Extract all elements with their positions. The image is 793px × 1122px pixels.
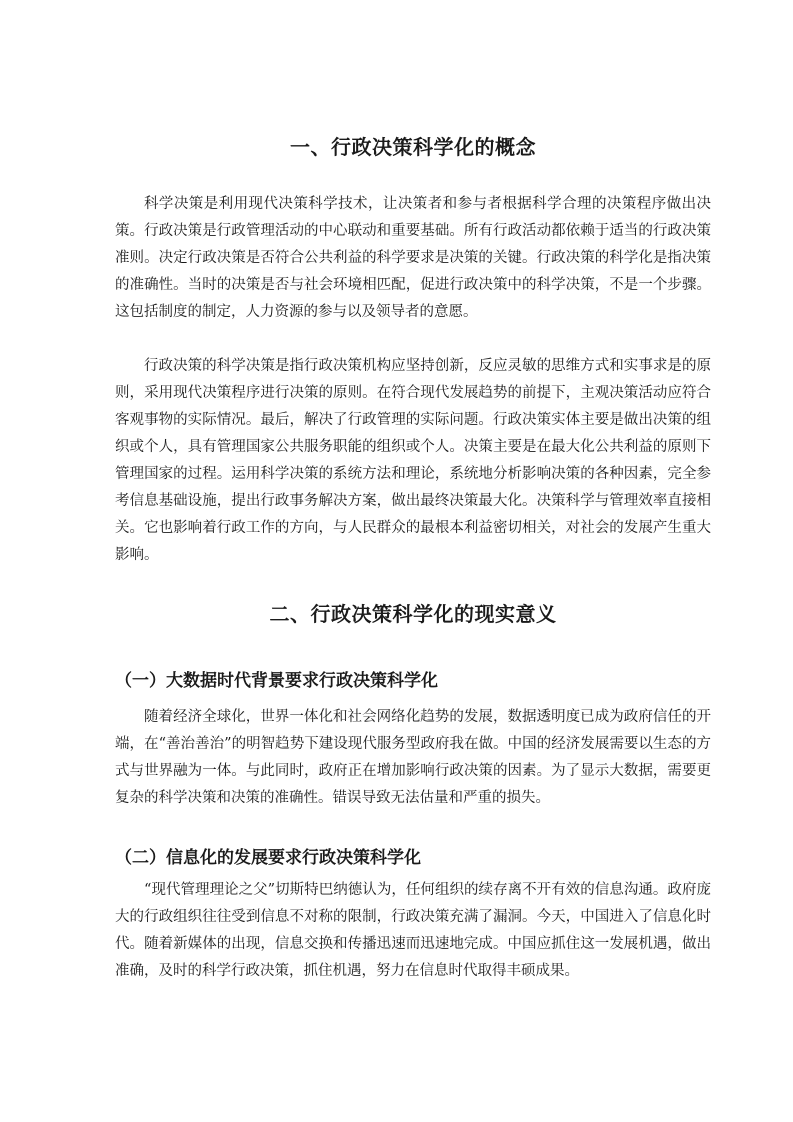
subsection-2-title: （二）信息化的发展要求行政决策科学化 — [115, 848, 421, 868]
subsection-1-paragraph-1: 随着经济全球化，世界一体化和社会网络化趋势的发展，数据透明度已成为政府信任的开端，在“善治善治”的明智趋势下建设现代服务型政府我在做。中国的经济发展需要以生态的方式与世界融为一体。与此同时，政府正在增加影响行政决策的因素。为了显示大数据，需要更复杂的科学决策和决策的准确性。错误导致无法估量和严重的损失。 — [115, 709, 711, 806]
subsection-1-title: （一）大数据时代背景要求行政决策科学化 — [115, 671, 438, 691]
section-1-paragraph-1: 科学决策是利用现代决策科学技术，让决策者和参与者根据科学合理的决策程序做出决策。行政决策是行政管理活动的中心联动和重要基础。所有行政活动都依赖于适当的行政决策准则。决定行政决策是否符合公共利益的科学要求是决策的关键。行政决策的科学化是指决策的准确性。当时的决策是否与社会环境相匹配，促进行政决策中的科学决策，不是一个步骤。这包括制度的制定，人力资源的参与以及领导者的意愿。 — [115, 196, 711, 320]
section-1-title: 一、行政决策科学化的概念 — [290, 135, 536, 159]
section-2-title: 二、行政决策科学化的现实意义 — [269, 602, 557, 626]
section-1-paragraph-2: 行政决策的科学决策是指行政决策机构应坚持创新，反应灵敏的思维方式和实事求是的原则，采用现代决策程序进行决策的原则。在符合现代发展趋势的前提下，主观决策活动应符合客观事物的实际情况。最后，解决了行政管理的实际问题。行政决策实体主要是做出决策的组织或个人，具有管理国家公共服务职能的组织或个人。决策主要是在最大化公共利益的原则下管理国家的过程。运用科学决策的系统方法和理论，系统地分析影响决策的各种因素，完全参考信息基础设施，提出行政事务解决方案，做出最终决策最大化。决策科学与管理效率直接相关。它也影响着行政工作的方向，与人民群众的最根本利益密切相关，对社会的发展产生重大影响。 — [115, 358, 711, 563]
subsection-2-paragraph-1: “现代管理理论之父”切斯特巴纳德认为，任何组织的续存离不开有效的信息沟通。政府庞大的行政组织往往受到信息不对称的限制，行政决策充满了漏洞。今天，中国进入了信息化时代。随着新媒体的出现，信息交换和传播迅速而迅速地完成。中国应抓住这一发展机遇，做出准确，及时的科学行政决策，抓住机遇，努力在信息时代取得丰硕成果。 — [115, 882, 711, 979]
